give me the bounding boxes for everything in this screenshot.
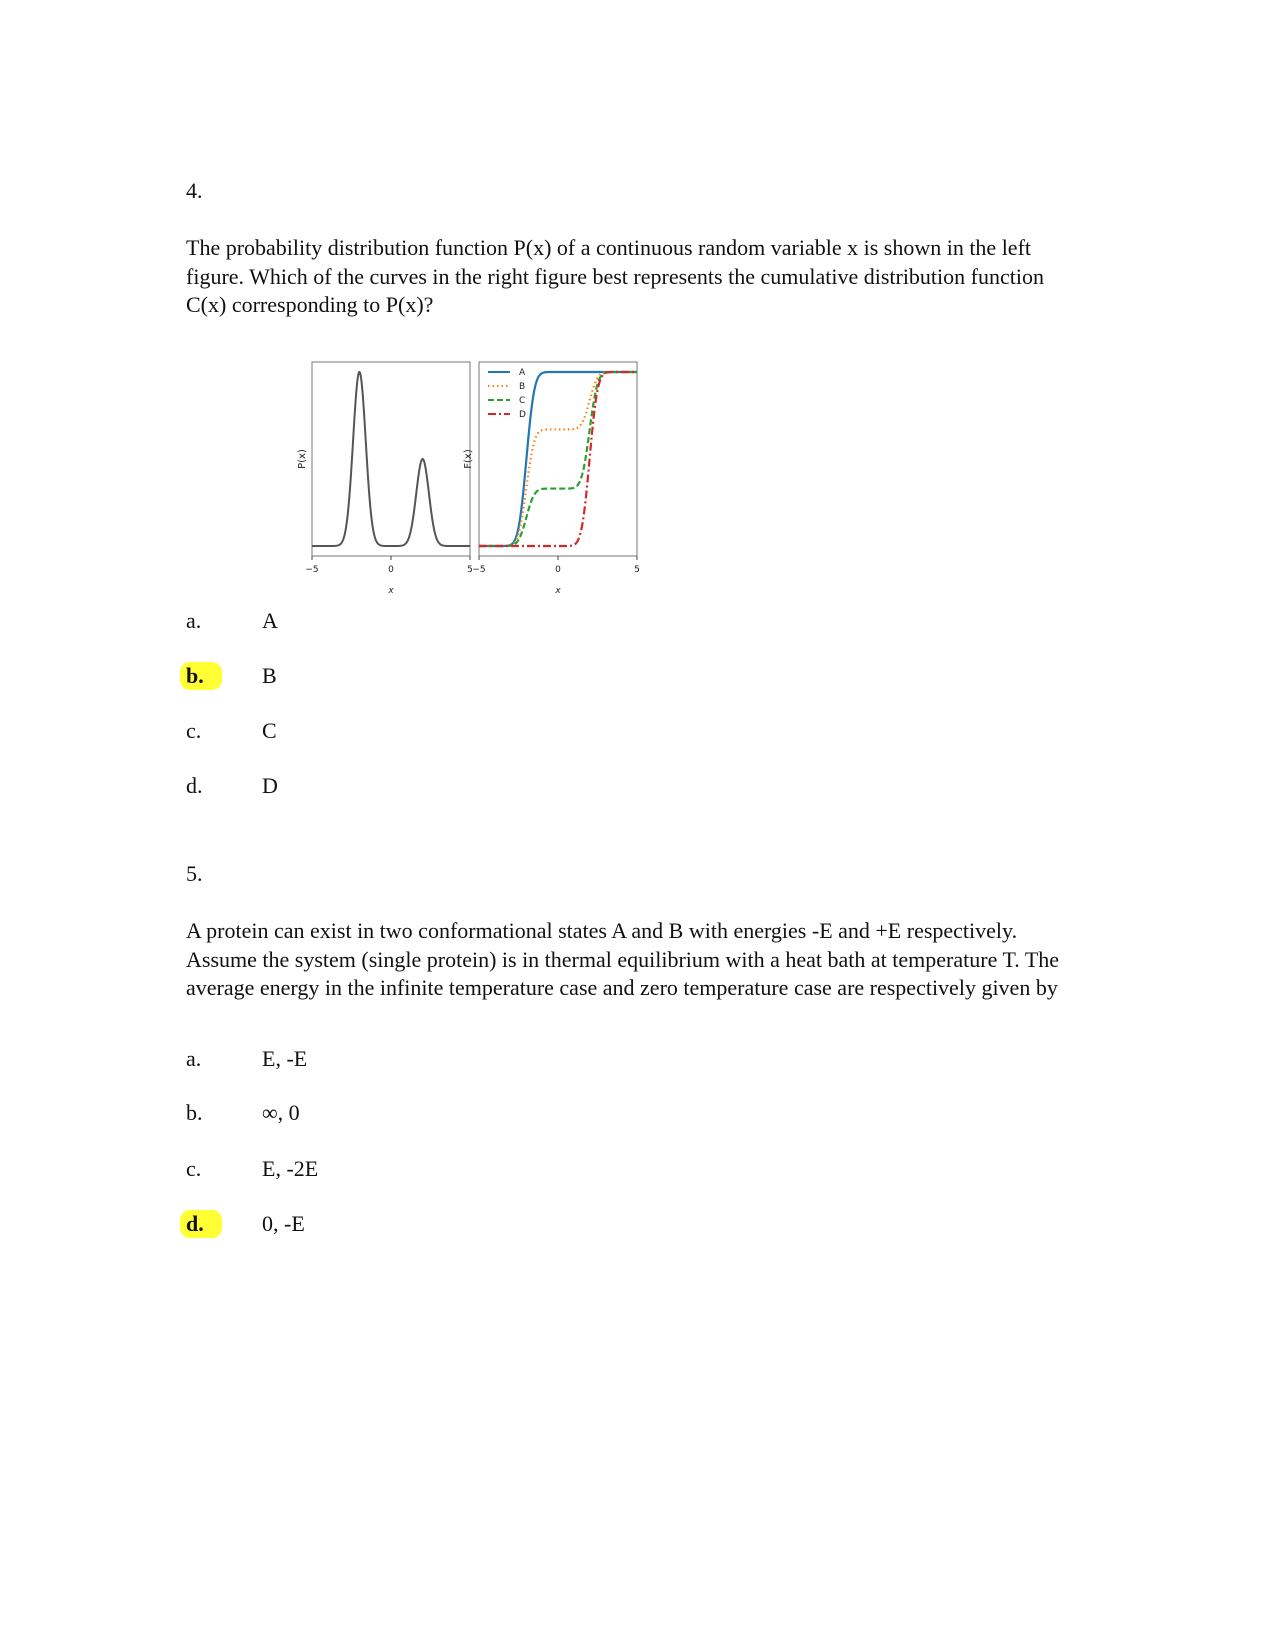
q5-option-c-text[interactable]: E, -2E <box>262 1156 319 1181</box>
pdf-x-tick-label: 5 <box>467 565 473 575</box>
q5-option-d-text[interactable]: 0, -E <box>262 1211 305 1236</box>
q4-option-b-letter[interactable]: b. <box>180 662 222 690</box>
question-5-number: 5. <box>186 861 203 886</box>
question-4-figure <box>290 360 650 600</box>
q4-option-c-letter[interactable]: c. <box>186 718 202 743</box>
cdf-x-tick-label: 5 <box>634 565 640 575</box>
pdf-x-tick-label: 0 <box>388 565 394 575</box>
cdf-axes-frame <box>479 362 637 556</box>
pdf-x-tick-label: −5 <box>305 565 319 575</box>
cdf-ylabel: F(x) <box>463 449 474 469</box>
q5-option-c-letter[interactable]: c. <box>186 1156 202 1181</box>
q5-option-d-letter[interactable]: d. <box>180 1210 222 1238</box>
cdf-x-tick-label: 0 <box>555 565 561 575</box>
q4-option-d-text[interactable]: D <box>262 773 278 798</box>
q4-option-b-text[interactable]: B <box>262 663 277 688</box>
cdf-xlabel: x <box>555 586 561 596</box>
pdf-axes-frame <box>312 362 470 556</box>
pdf-ylabel: P(x) <box>297 449 308 469</box>
pdf-xlabel: x <box>388 586 394 596</box>
q5-option-a-text[interactable]: E, -E <box>262 1046 308 1071</box>
legend-label-B: B <box>519 382 526 392</box>
q5-option-b-text[interactable]: ∞, 0 <box>262 1100 300 1125</box>
pdf-panel <box>297 362 473 596</box>
q4-option-a-text[interactable]: A <box>262 608 278 633</box>
legend-label-D: D <box>519 410 526 420</box>
q5-option-b-letter[interactable]: b. <box>186 1100 203 1125</box>
cdf-x-tick-label: −5 <box>472 565 486 575</box>
q4-option-a-letter[interactable]: a. <box>186 608 202 633</box>
question-5-text: A protein can exist in two conformational states A and B with energies -E and +E respectively. Assume the system (single protein) is in thermal equilibrium with a heat bath at temperature T. The average energy in the infinite temperature case and zero temperature case are respectively given by <box>186 918 1060 1000</box>
q5-option-a-letter[interactable]: a. <box>186 1046 202 1071</box>
question-4-number: 4. <box>186 178 203 203</box>
cdf-panel <box>463 362 640 596</box>
question-4-text: The probability distribution function P(x) of a continuous random variable x is shown in the left figure. Which of the curves in the right figure best represents the cumulative distribution function C(x) corresponding to P(x)? <box>186 235 1044 317</box>
q4-option-c-text[interactable]: C <box>262 718 277 743</box>
legend-label-C: C <box>519 396 526 406</box>
legend-label-A: A <box>519 368 526 378</box>
q4-option-d-letter[interactable]: d. <box>186 773 203 798</box>
